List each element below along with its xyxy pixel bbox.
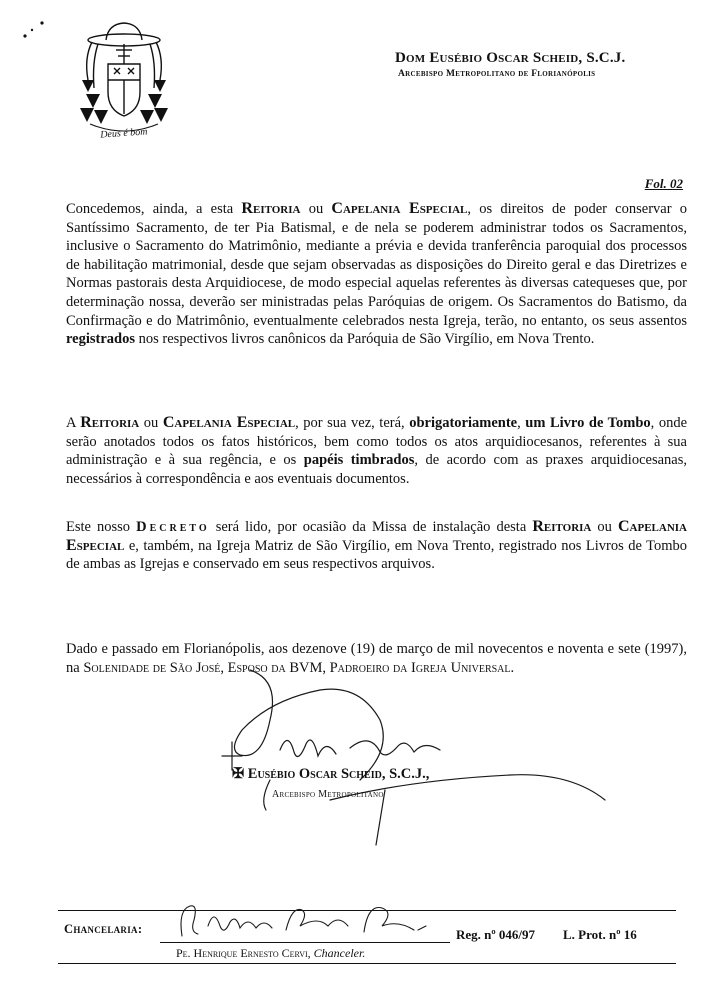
emphasis: obrigatoriamente xyxy=(409,415,518,431)
paragraph-tombo-book xyxy=(66,414,687,488)
emphasis: registrados xyxy=(66,331,136,348)
solemnity: Solenidade de São José, Esposo da BVM, Padroeiro da Igreja Universal xyxy=(83,659,511,676)
text: Concedemos, ainda, a esta xyxy=(66,201,242,217)
registry-number: Reg. nº 046/97 xyxy=(456,927,536,942)
text: , os direitos de poder conservar o Santíssimo Sacramento, de ter Pia Batismal, e de nela se poderem administrar todos os Sacramentos, inclusive o Sacramento do Matrimônio, mediante a prévia e devida tranferência paroquial dos processos de habilitação matrimonial, desde que sejam observadas as disposições do Direito geral e das Diretrizes e Normas pastorais desta Arquidiocese, de modo especial aquelas referentes às diversas catequeses que, por determinação nossa, deverão ser ministradas pelas Paróquias de origem. Os Sacramentos do Batismo, da Confirmação e do Matrimônio, eventualmente celebrados nesta Igreja, terão, no entanto, os seus assentos xyxy=(66,201,688,329)
chancery-signature-rule xyxy=(160,942,450,943)
text: ou xyxy=(591,519,618,535)
archbishop-signature-icon xyxy=(210,660,630,850)
header-subtitle: Arcebispo Metropolitano de Florianópolis xyxy=(398,69,596,79)
text: ou xyxy=(300,201,332,217)
coat-of-arms-icon xyxy=(74,18,174,146)
chancellor-line xyxy=(176,946,365,961)
chancellor-signature-icon xyxy=(168,896,448,946)
text: Este nosso xyxy=(66,519,137,535)
text: , de acordo com as praxes arquidiocesanas, necessários à correspondência e aos eventuais documentos. xyxy=(66,452,687,487)
paragraph-privileges xyxy=(66,200,687,349)
text: A xyxy=(66,415,81,431)
text: , por sua vez, terá, xyxy=(295,415,410,431)
emphasis: papéis timbrados xyxy=(303,452,415,469)
text: nos respectivos livros canônicos da Paróquia de São Virgílio, em Nova Trento. xyxy=(135,331,595,348)
text: ou xyxy=(139,415,163,431)
text: Dado e passado em Florianópolis, aos dezenove (19) de março de mil novecentos e noventa e sete (1997), na xyxy=(66,641,687,676)
signer-name: ✠ Eusébio Oscar Scheid, S.C.J., xyxy=(232,766,430,782)
header-name: Dom Eusébio Oscar Scheid, S.C.J. xyxy=(395,50,626,66)
text: . xyxy=(510,659,515,676)
chancellor-name: Pe. Henrique Ernesto Cervi, xyxy=(176,946,311,960)
emphasis: Capelania Especial xyxy=(162,414,296,431)
chancellor-role: Chanceler. xyxy=(313,946,366,960)
text: será lido, por ocasião da Missa de instalação desta xyxy=(209,519,533,535)
paragraph-decree xyxy=(66,518,687,574)
emphasis: Reitoria xyxy=(241,200,301,217)
emphasis: Capelania Especial xyxy=(66,518,688,554)
protocol-book-number: L. Prot. nº 16 xyxy=(563,927,637,942)
folio-number: Fol. 02 xyxy=(644,176,683,191)
scan-specks xyxy=(20,18,50,42)
chancery-label: Chancelaria: xyxy=(64,922,143,936)
emphasis: um Livro de Tombo xyxy=(525,415,651,431)
signer-title: Arcebispo Metropolitano xyxy=(272,789,384,800)
emphasis: Decreto xyxy=(136,519,210,535)
emphasis: Reitoria xyxy=(532,518,592,535)
text: , onde serão anotados todos os fatos históricos, bem como todos os atos arquidiocesanos, referentes à sua administração e à sua regência, e os xyxy=(66,415,688,469)
text: , xyxy=(517,415,526,431)
motto-text: Deus é bom xyxy=(99,126,148,141)
emphasis: Capelania Especial xyxy=(331,200,468,217)
footer-bottom-rule xyxy=(58,963,676,964)
text: e, também, na Igreja Matriz de São Virgílio, em Nova Trento, registrado nos Livros de Tombo de ambas as Igrejas e conservado em seus respectivos arquivos. xyxy=(66,537,687,573)
emphasis: Reitoria xyxy=(80,414,140,431)
